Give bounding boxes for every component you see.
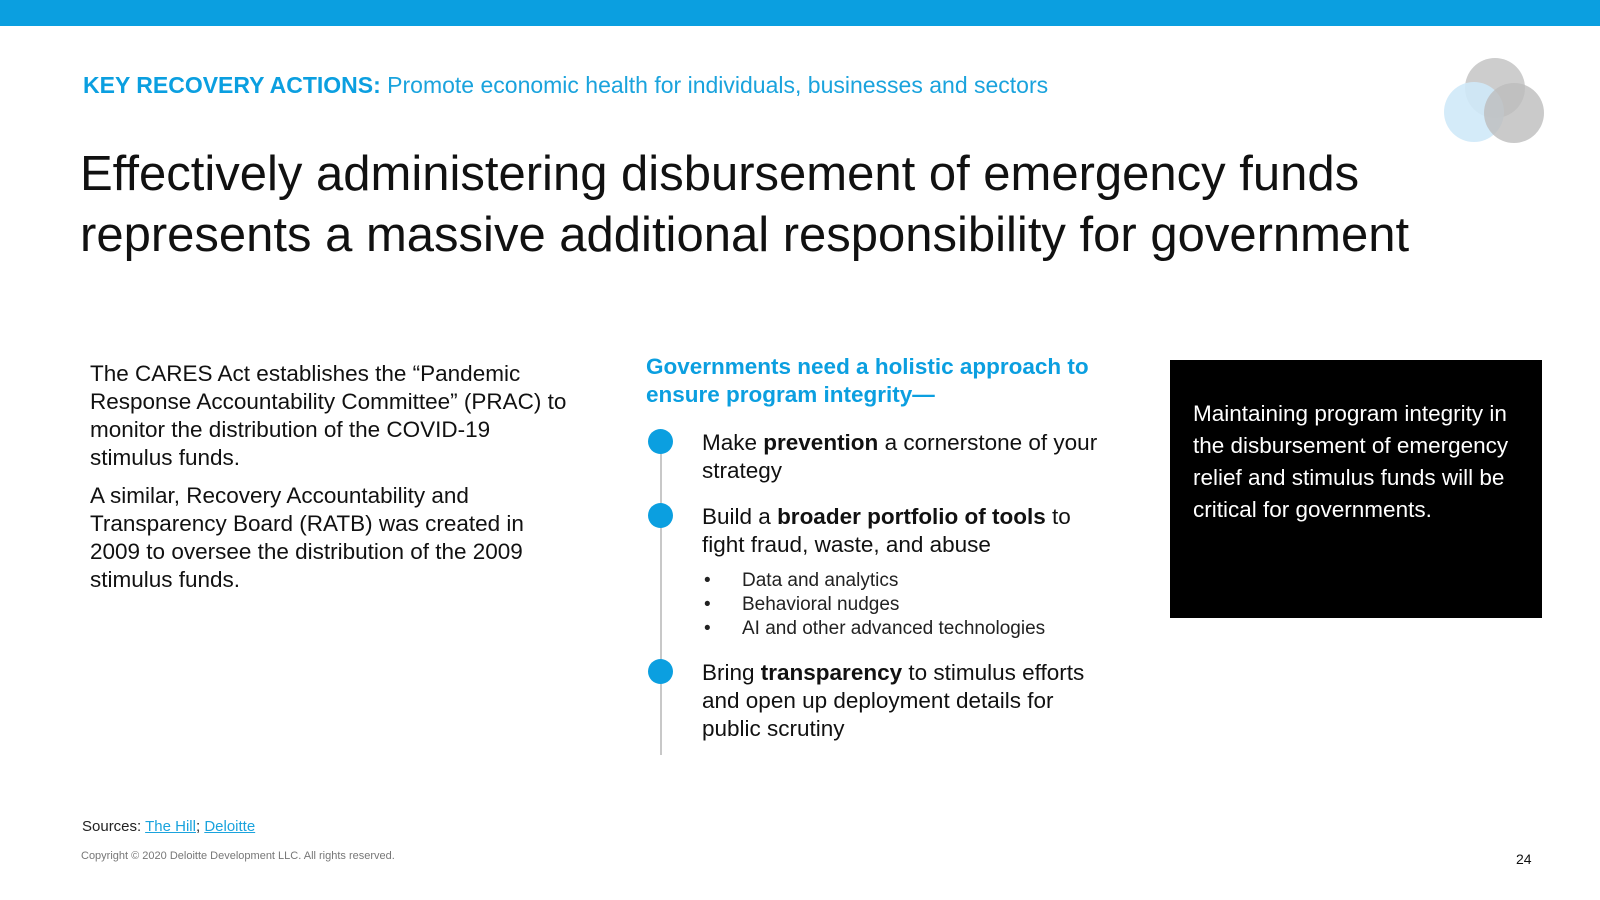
sources-separator: ; <box>195 818 201 835</box>
step-3-post: to stimulus efforts and open up deployment details for public scrutiny <box>702 660 1085 741</box>
sources-line <box>82 818 255 835</box>
approach-timeline <box>646 429 1106 743</box>
step-2-post: to fight fraud, waste, and abuse <box>702 504 1071 557</box>
timeline-dot-icon <box>648 503 673 528</box>
context-paragraph-1: The CARES Act establishes the “Pandemic Response Accountability Committee” (PRAC) to monitor the distribution of the COVID-19 stimulus funds. <box>90 361 567 470</box>
step-1-pre: Make <box>702 430 764 455</box>
step-3-pre: Bring <box>702 660 761 685</box>
section-kicker <box>83 72 1048 99</box>
step-2-bold: broader portfolio of tools <box>777 504 1046 529</box>
context-column <box>90 360 570 594</box>
timeline-dot-icon <box>648 429 673 454</box>
context-paragraph-2: A similar, Recovery Accountability and Transparency Board (RATB) was created in 2009 to oversee the distribution of the 2009 stimulus funds. <box>90 483 524 592</box>
title-line-1: Effectively administering disbursement of emergency funds <box>80 147 1360 201</box>
bullet-item: • AI and other advanced technologies <box>702 617 1106 641</box>
step-transparency <box>646 659 1106 743</box>
sources-label: Sources: <box>82 818 142 835</box>
copyright-notice: Copyright © 2020 Deloitte Development LLC. All rights reserved. <box>81 850 395 862</box>
bullet-item: • Data and analytics <box>702 569 1106 593</box>
page-title <box>80 144 1560 266</box>
tools-bullet-list <box>702 569 1106 641</box>
top-accent-bar <box>0 0 1600 26</box>
callout-text: Maintaining program integrity in the disbursement of emergency relief and stimulus funds will be critical for governments. <box>1193 401 1509 522</box>
callout-box <box>1170 360 1542 618</box>
title-line-2: represents a massive additional responsibility for government <box>80 208 1410 262</box>
circle-gray-right <box>1484 83 1544 143</box>
step-portfolio-of-tools <box>646 503 1106 641</box>
bullet-item: • Behavioral nudges <box>702 593 1106 617</box>
overlapping-circles-icon <box>1440 58 1540 146</box>
step-1-bold: prevention <box>763 430 879 455</box>
step-prevention <box>646 429 1106 485</box>
timeline-dot-icon <box>648 659 673 684</box>
source-link-the-hill[interactable]: The Hill <box>145 818 196 835</box>
step-2-pre: Build a <box>702 504 778 529</box>
approach-column <box>646 353 1106 761</box>
step-1-post: a cornerstone of your strategy <box>702 430 1098 483</box>
step-3-bold: transparency <box>760 660 903 685</box>
page-number: 24 <box>1516 851 1532 867</box>
source-link-deloitte[interactable]: Deloitte <box>204 818 256 835</box>
kicker-text: Promote economic health for individuals, businesses and sectors <box>387 72 1049 98</box>
kicker-label: KEY RECOVERY ACTIONS: <box>83 72 381 98</box>
approach-heading: Governments need a holistic approach to ensure program integrity— <box>646 354 1089 407</box>
